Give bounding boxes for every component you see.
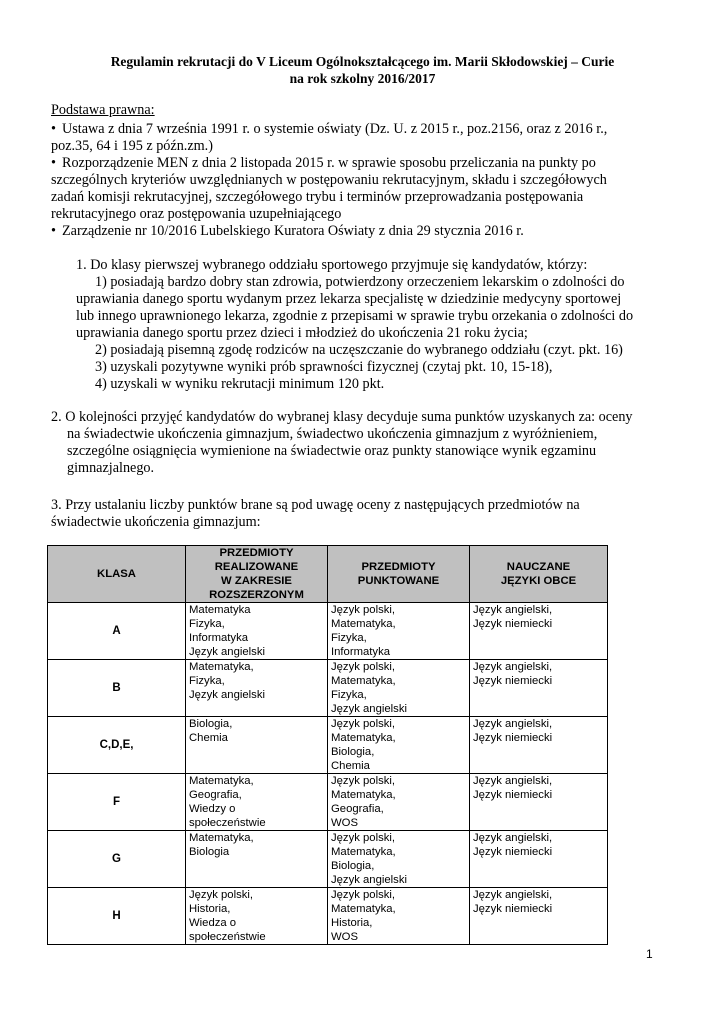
cell-line: Matematyka,	[331, 903, 396, 915]
legal-line: rekrutacyjnego oraz postępowania uzupełniającego	[51, 206, 342, 222]
cell-jezyki	[470, 831, 608, 888]
cell-line: Matematyka,	[331, 732, 396, 744]
legal-item-1	[51, 120, 607, 138]
cell-line: Język angielski,	[473, 889, 553, 901]
cell-line: Język polski,	[331, 661, 396, 673]
cell-line: Język angielski,	[473, 775, 553, 787]
cell-jezyki	[470, 603, 608, 660]
cell-line: Język angielski	[331, 874, 407, 886]
cell-line: Język polski,	[189, 889, 254, 901]
table-row	[48, 717, 608, 774]
section-1-line: uprawiania danego sportu przez dzieci i młodzież do ukończenia 21 roku życia;	[76, 325, 528, 341]
header-klasa: KLASA	[48, 546, 186, 603]
bullet-icon: •	[51, 121, 56, 137]
cell-rozszerzone	[186, 888, 328, 945]
cell-line: Chemia	[331, 760, 370, 772]
cell-line: Informatyka	[331, 646, 391, 658]
section-2-line: gimnazjalnego.	[67, 460, 155, 476]
cell-line: Geografia,	[331, 803, 384, 815]
header-punktowane: PRZEDMIOTY PUNKTOWANE	[328, 546, 470, 603]
table-row	[48, 660, 608, 717]
cell-punktowane	[328, 888, 470, 945]
cell-line: Język angielski	[189, 689, 265, 701]
cell-line: Fizyka,	[331, 689, 367, 701]
subjects-table	[47, 545, 608, 945]
cell-line: Historia,	[189, 903, 231, 915]
section-2-line: 2. O kolejności przyjęć kandydatów do wybranej klasy decyduje suma punktów uzyskanych za: oceny	[51, 409, 633, 425]
cell-line: Język niemiecki	[473, 675, 553, 687]
section-1-line: uprawiania danego sportu wydanym przez lekarza specjalistę w dziedzinie medycyny sportowej	[76, 291, 622, 307]
cell-line: Matematyka,	[331, 675, 396, 687]
cell-line: Język angielski,	[473, 604, 553, 616]
section-3-line: 3. Przy ustalaniu liczby punktów brane są pod uwagę oceny z następujących przedmiotów na	[51, 497, 580, 513]
cell-rozszerzone	[186, 717, 328, 774]
cell-line: Informatyka	[189, 632, 249, 644]
legal-line: Ustawa z dnia 7 września 1991 r. o systemie oświaty (Dz. U. z 2015 r., poz.2156, oraz z 2016 r.,	[62, 121, 608, 137]
cell-line: społeczeństwie	[189, 817, 266, 829]
cell-line: Historia,	[331, 917, 373, 929]
cell-klasa: A	[48, 603, 186, 660]
cell-punktowane	[328, 717, 470, 774]
bullet-icon: •	[51, 223, 56, 239]
cell-line: WOS	[331, 817, 358, 829]
legal-item-3	[51, 222, 524, 240]
section-1-line: 3) uzyskali pozytywne wyniki prób sprawności fizycznej (czytaj pkt. 10, 15-18),	[95, 359, 553, 375]
cell-line: Matematyka,	[189, 775, 254, 787]
cell-line: Język niemiecki	[473, 846, 553, 858]
cell-rozszerzone	[186, 831, 328, 888]
legal-line: Zarządzenie nr 10/2016 Lubelskiego Kuratora Oświaty z dnia 29 stycznia 2016 r.	[62, 223, 524, 239]
cell-line: Chemia	[189, 732, 228, 744]
cell-line: Matematyka,	[331, 789, 396, 801]
section-1-line: 1) posiadają bardzo dobry stan zdrowia, potwierdzony orzeczeniem lekarskim o zdolności do	[95, 274, 625, 290]
cell-line: Matematyka,	[331, 618, 396, 630]
cell-line: Język polski,	[331, 832, 396, 844]
section-1-line: 2) posiadają pisemną zgodę rodziców na uczęszczanie do wybranego oddziału (czyt. pkt. 16)	[95, 342, 623, 358]
cell-line: Biologia,	[331, 860, 375, 872]
section-3-line: świadectwie ukończenia gimnazjum:	[51, 514, 261, 530]
cell-line: Język polski,	[331, 889, 396, 901]
cell-klasa: H	[48, 888, 186, 945]
section-1-line: 1. Do klasy pierwszej wybranego oddziału sportowego przyjmuje się kandydatów, którzy:	[76, 257, 588, 273]
section-2-line: na świadectwie ukończenia gimnazjum, świadectwo ukończenia gimnazjum z wyróżnieniem,	[67, 426, 598, 442]
cell-line: Język niemiecki	[473, 732, 553, 744]
cell-line: Fizyka,	[189, 618, 225, 630]
header-rozszerzone: PRZEDMIOTY REALIZOWANE W ZAKRESIE ROZSZERZONYM	[186, 546, 328, 603]
page-number: 1	[646, 947, 653, 961]
table-header-row	[48, 546, 608, 603]
cell-line: Język angielski,	[473, 832, 553, 844]
bullet-icon: •	[51, 155, 56, 171]
cell-line: Biologia,	[189, 718, 233, 730]
cell-line: Język angielski	[331, 703, 407, 715]
section-2-line: szczególne osiągnięcia wymienione na świadectwie oraz punkty stanowiące wynik egzaminu	[67, 443, 597, 459]
cell-line: Matematyka,	[331, 846, 396, 858]
cell-line: Język polski,	[331, 718, 396, 730]
table-row	[48, 603, 608, 660]
cell-jezyki	[470, 774, 608, 831]
cell-line: Fizyka,	[189, 675, 225, 687]
legal-basis-heading: Podstawa prawna:	[51, 102, 155, 118]
cell-line: Język angielski,	[473, 661, 553, 673]
cell-klasa: C,D,E,	[48, 717, 186, 774]
table-row	[48, 888, 608, 945]
legal-item-2	[51, 154, 596, 172]
legal-line: zadań komisji rekrutacyjnej, szczegółowego trybu i terminów przeprowadzania postępowania	[51, 189, 584, 205]
table-row	[48, 774, 608, 831]
cell-punktowane	[328, 660, 470, 717]
document-title-line-2: na rok szkolny 2016/2017	[289, 71, 436, 86]
cell-line: Matematyka,	[189, 661, 254, 673]
cell-line: Fizyka,	[331, 632, 367, 644]
cell-punktowane	[328, 831, 470, 888]
cell-line: społeczeństwie	[189, 931, 266, 943]
cell-line: Matematyka,	[189, 832, 254, 844]
cell-punktowane	[328, 774, 470, 831]
table-row	[48, 831, 608, 888]
cell-jezyki	[470, 888, 608, 945]
document-title-line-1: Regulamin rekrutacji do V Liceum Ogólnokształcącego im. Marii Skłodowskiej – Curie	[110, 54, 615, 69]
cell-line: Język niemiecki	[473, 789, 553, 801]
cell-line: Język niemiecki	[473, 618, 553, 630]
cell-jezyki	[470, 717, 608, 774]
cell-punktowane	[328, 603, 470, 660]
cell-jezyki	[470, 660, 608, 717]
header-jezyki: NAUCZANE JĘZYKI OBCE	[470, 546, 608, 603]
cell-line: Język angielski	[189, 646, 265, 658]
legal-line: Rozporządzenie MEN z dnia 2 listopada 2015 r. w sprawie sposobu przeliczania na punkty po	[62, 155, 596, 171]
cell-klasa: G	[48, 831, 186, 888]
cell-klasa: F	[48, 774, 186, 831]
cell-line: Język niemiecki	[473, 903, 553, 915]
cell-line: Geografia,	[189, 789, 242, 801]
cell-rozszerzone	[186, 774, 328, 831]
cell-rozszerzone	[186, 603, 328, 660]
section-1-line: lub innego uprawnionego lekarza, zgodnie z przepisami w sprawie trybu orzekania o zdolności do	[76, 308, 634, 324]
cell-line: Wiedza o	[189, 917, 237, 929]
cell-line: WOS	[331, 931, 358, 943]
cell-klasa: B	[48, 660, 186, 717]
legal-line: szczególnych kryteriów uwzględnianych w postępowaniu rekrutacyjnym, składu i szczegółowych	[51, 172, 607, 188]
cell-line: Język polski,	[331, 604, 396, 616]
cell-line: Matematyka	[189, 604, 251, 616]
cell-line: Biologia	[189, 846, 230, 858]
cell-line: Język angielski,	[473, 718, 553, 730]
cell-line: Wiedzy o	[189, 803, 236, 815]
cell-line: Język polski,	[331, 775, 396, 787]
cell-line: Biologia,	[331, 746, 375, 758]
section-1-line: 4) uzyskali w wyniku rekrutacji minimum 120 pkt.	[95, 376, 385, 392]
legal-line: poz.35, 64 i 195 z późn.zm.)	[51, 138, 213, 154]
cell-rozszerzone	[186, 660, 328, 717]
